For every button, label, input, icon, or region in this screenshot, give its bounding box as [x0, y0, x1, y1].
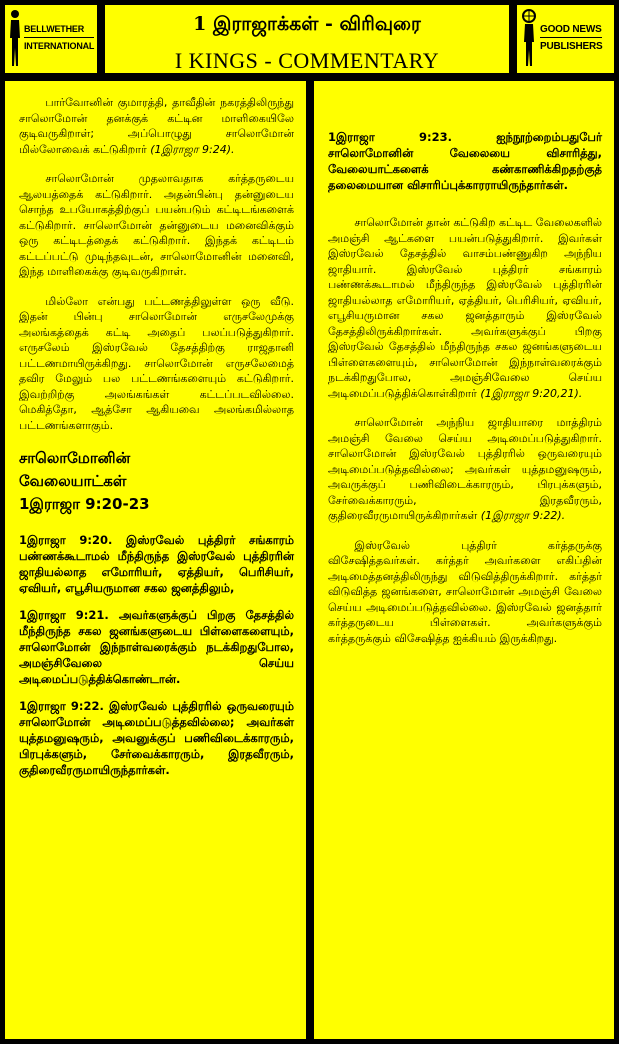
paragraph-text: பார்வோனின் குமாரத்தி, தாவீதின் நகரத்திலிருந்து சாலொமோன் தனக்குக் கட்டின மாளிகையிலே குடிவருகிறாள்; அப்பொழுது சாலொமோன் மில்லோவைக் கட்டுகிறார் [19, 96, 294, 156]
paragraph-text: சாலொமோன் அந்நிய ஜாதியாரை மாத்திரம் அமஞ்சி வேலை செய்ய அடிமைப்படுத்துகிறார். சாலொமோன் இஸ்ரவேல் புத்திரரில் ஒருவரையும் அடிமைப்படுத்தவில்லை; அவர்கள் யுத்தமனுஷரும், அவருக்குப் பணிவிடைக்காரரும், பிரபுக்களும், சேர்வைக்காரரும், இரதவீரரும், குதிரைவீரருமாயிருக்கிறார்கள் [328, 416, 602, 522]
section-heading-line: 1இராஜா 9:20-23 [19, 495, 150, 513]
logo-left-line2: INTERNATIONAL [24, 40, 95, 51]
bellwether-figure-icon [8, 8, 22, 70]
paragraph: இஸ்ரவேல் புத்திரர் கர்த்தருக்கு விசேஷித்தவர்கள். கர்த்தர் அவர்களை எகிப்தின் அடிமைத்தனத்திலிருந்து விடுவித்திருக்கிறார். கர்த்தர் விடுவித்த ஜனங்களை, சாலொமோன் அமஞ்சி வேலை செய்ய அடிமைப்படுத்தவில்லை. இஸ்ரவேல் ஜனத்தார் கர்த்தருடைய பிள்ளைகள். அவர்களுக்கும் கர்த்தருக்கும் விசேஷித்த ஐக்கியம் இருக்கிறது. [328, 538, 602, 645]
section-heading [19, 447, 294, 516]
good-news-wordmark [540, 23, 602, 56]
right-column [312, 79, 616, 1041]
section-heading-line: வேலையாட்கள் [19, 472, 127, 490]
title-tamil: 1 இராஜாக்கள் - விரிவுரை [193, 13, 421, 35]
logo-right-line1: GOOD NEWS [540, 23, 602, 38]
paragraph [328, 215, 602, 401]
paragraph [19, 95, 294, 157]
left-column [3, 79, 308, 1041]
scripture-reference: (1இராஜா 9:20,21). [480, 386, 583, 400]
paragraph-text: சாலொமோன் தான் கட்டுகிற கட்டிட வேலைகளில் அமஞ்சி ஆட்களை பயன்படுத்துகிறார். இவர்கள் இஸ்ரவேல் தேசத்தில் வாசம்பண்ணுகிற அந்நிய ஜாதியார். இஸ்ரவேல் புத்திரர் சங்காரம் பண்ணக்கூடாமல் மீந்திருந்த இஸ்ரவேல் புத்திரரின் ஜாதியல்லாத எமோரியர், ஏத்தியர், பெரிசியர், ஏவியர், எபூசியருமான சகல ஜனத்தாரும் இஸ்ரவேல் தேசத்திலிருக்கிறார்கள். அவர்களுக்குப் பிறகு இஸ்ரவேல் தேசத்தில் மீந்திருந்த சகல ஜனங்களுடைய பிள்ளைகளையும், சாலொமோன் இந்நாள்வரைக்கும் நடக்கிறதுபோல, அமஞ்சிவேலை செய்ய அடிமைப்படுத்திக்கொள்கிறார் [328, 216, 602, 400]
paragraph: சாலொமோன் முதலாவதாக கர்த்தருடைய ஆலயத்தைக் கட்டுகிறார். அதன்பின்பு தன்னுடைய சொந்த உபயோகத்திற்குப் பயன்படும் கட்டிடங்களைக் கட்டுகிறார். சாலொமோன் தன்னுடைய மனைவிக்கும் ஒரு கட்டிடத்தைக் கட்டுகிறார். இந்தக் கட்டிடம் கட்டப்பட்டு முடிந்தவுடன், சாலொமோனின் மனைவி, இந்த மாளிகைக்கு குடிவருகிறாள். [19, 172, 294, 278]
verse-text: 1இராஜா 9:23. ஐந்நூற்றைம்பதுபேர் சாலொமோனின் வேலையை விசாரித்து, வேலையாட்களைக் கண்காணிக்கிறதற்குத் தலைமையான விசாரிப்புக்காரராயிருந்தார்கள். [328, 130, 602, 192]
verse-text: 1இராஜா 9:20. இஸ்ரவேல் புத்திரர் சங்காரம் பண்ணக்கூடாமல் மீந்திருந்த இஸ்ரவேல் புத்திரரின் ஜாதியல்லாத எமோரியர், ஏத்தியர், பெரிசியர், ஏவியர், எபூசியருமான சகல ஜனத்திலும், [19, 533, 294, 595]
good-news-logo [515, 3, 616, 75]
bellwether-logo [3, 3, 99, 75]
verse-text: 1இராஜா 9:21. அவர்களுக்குப் பிறகு தேசத்தில் மீந்திருந்த சகல ஜனங்களுடைய பிள்ளைகளையும், சாலொமோன் இந்நாள்வரைக்கும் நடக்கிறதுபோல, அமஞ்சிவேலை செய்ய அடிமைப்படுத்திக்கொண்டான். [19, 608, 294, 686]
paragraph [328, 415, 602, 524]
verse-text: 1இராஜா 9:22. இஸ்ரவேல் புத்திரரில் ஒருவரையும் சாலொமோன் அடிமைப்படுத்தவில்லை; அவர்கள் யுத்தமனுஷரும், அவனுக்குப் பணிவிடைக்காரரும், பிரபுக்களும், சேர்வைக்காரரும், இரதவீரரும், குதிரைவீரருமாயிருந்தார்கள். [19, 699, 294, 777]
globe-figure-icon [520, 8, 538, 70]
scripture-reference: (1இராஜா 9:24). [150, 142, 235, 156]
bellwether-wordmark [24, 23, 94, 56]
title-english: I KINGS - COMMENTARY [174, 48, 440, 73]
scripture-reference: (1இராஜா 9:22). [480, 509, 566, 522]
page-header [103, 3, 511, 75]
logo-left-line1: BELLWETHER [24, 23, 94, 38]
logo-right-line2: PUBLISHERS [540, 40, 603, 52]
section-heading-line: சாலொமோனின் [19, 449, 131, 467]
paragraph: மில்லோ என்பது பட்டணத்திலுள்ள ஒரு வீடு. இதன் பின்பு சாலொமோன் எருசலேமுக்கு அலங்கத்தைக் கட்டி அதைப் பலப்படுத்துகிறார். எருசலேம் இஸ்ரவேல் தேசத்திற்கு ராஜதானி பட்டணமாயிருக்கிறது. சாலொமோன் எருசலேமைத் தவிர மேலும் பல பட்டணங்களையும் கட்டுகிறார். இவற்றிற்கு அலங்கங்கள் கட்டப்படவில்லை. மெகித்தோ, ஆத்சோ ஆகியவை அலங்கமில்லாத பட்டணங்களாகும். [19, 294, 294, 432]
